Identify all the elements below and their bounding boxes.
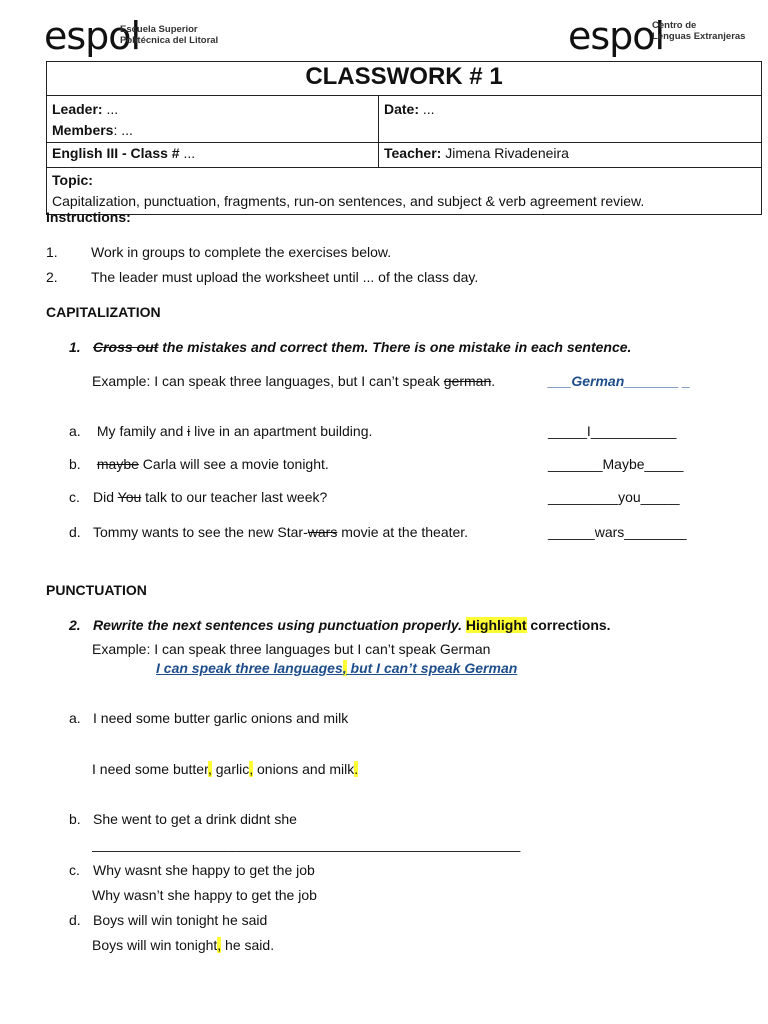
left-logo-text: Escuela Superior Politécnica del Litoral	[120, 24, 219, 46]
cap-answer-d[interactable]: ______wars________	[548, 524, 687, 540]
left-logo-word: espol	[44, 14, 141, 58]
left-logo	[44, 10, 224, 56]
cap-item-b: b. maybe Carla will see a movie tonight.	[69, 456, 329, 472]
leader-value[interactable]: ...	[102, 101, 119, 117]
highlight-word: Highlight	[465, 617, 527, 633]
punctuation-question: 2. Rewrite the next sentences using punctuation properly. Highlight corrections.	[69, 617, 611, 633]
instruction-text: The leader must upload the worksheet until ... of the class day.	[91, 269, 479, 285]
cap-answer-a[interactable]: _____I___________	[548, 423, 677, 439]
example-answer: ___German_______ _	[548, 373, 691, 389]
instruction-text: Work in groups to complete the exercises below.	[91, 244, 392, 260]
right-logo-text: Centro de Lenguas Extranjeras	[652, 20, 746, 42]
punct-answer-d[interactable]: Boys will win tonight, he said.	[92, 937, 275, 953]
cap-answer-b[interactable]: _______Maybe_____	[548, 456, 684, 472]
instruction-number: 1.	[46, 244, 58, 260]
punctuation-example-answer: I can speak three languages, but I can’t speak German	[156, 660, 518, 676]
date-label: Date:	[384, 101, 420, 117]
instructions-heading: Instructions:	[46, 209, 131, 225]
instruction-item	[46, 244, 391, 260]
question-strike-text: Cross out	[93, 339, 159, 355]
right-logo-word: espol	[568, 14, 665, 58]
leader-label: Leader:	[52, 101, 103, 117]
punct-answer-a[interactable]: I need some butter, garlic, onions and milk.	[92, 761, 359, 777]
question-number: 2.	[69, 617, 81, 633]
info-table	[46, 61, 762, 215]
members-label: Members	[52, 122, 114, 138]
worksheet-title: CLASSWORK # 1	[47, 62, 762, 96]
example-strike: german	[443, 373, 492, 389]
punct-item-b: b. She went to get a drink didnt she	[69, 811, 297, 827]
punct-item-a: a. I need some butter garlic onions and milk	[69, 710, 349, 726]
topic-cell	[47, 168, 762, 215]
english-value[interactable]: ...	[179, 145, 196, 161]
members-value[interactable]: : ...	[113, 122, 133, 138]
cap-item-c: c. Did You talk to our teacher last week?	[69, 489, 328, 505]
right-logo	[568, 10, 758, 56]
capitalization-heading: CAPITALIZATION	[46, 304, 161, 320]
punctuation-heading: PUNCTUATION	[46, 582, 147, 598]
cap-answer-c[interactable]: _________you_____	[548, 489, 680, 505]
topic-value: Capitalization, punctuation, fragments, run-on sentences, and subject & verb agreement review.	[52, 193, 645, 209]
instruction-item	[46, 269, 478, 285]
punct-answer-c[interactable]: Why wasn’t she happy to get the job	[92, 887, 317, 903]
question-text: the mistakes and correct them. There is one mistake in each sentence.	[158, 339, 632, 355]
english-label: English III - Class #	[52, 145, 180, 161]
capitalization-question	[69, 339, 631, 355]
topic-label: Topic:	[52, 172, 93, 188]
punct-item-c: c. Why wasnt she happy to get the job	[69, 862, 315, 878]
date-value[interactable]: ...	[419, 101, 435, 117]
teacher-value: Jimena Rivadeneira	[441, 145, 569, 161]
cap-item-d: d. Tommy wants to see the new Star-wars movie at the theater.	[69, 524, 469, 540]
teacher-label: Teacher:	[384, 145, 442, 161]
punct-answer-b[interactable]: _______________________________________________________	[92, 836, 521, 852]
capitalization-example: Example: I can speak three languages, but I can’t speak german.	[92, 373, 496, 389]
question-number: 1.	[69, 339, 81, 355]
teacher-cell	[379, 143, 762, 168]
cap-item-a: a. My family and i live in an apartment building.	[69, 423, 373, 439]
leader-members-cell	[47, 96, 379, 143]
punct-item-d: d. Boys will win tonight he said	[69, 912, 268, 928]
punctuation-example: Example: I can speak three languages but I can’t speak German	[92, 641, 491, 657]
english-cell	[47, 143, 379, 168]
instruction-number: 2.	[46, 269, 58, 285]
date-cell	[379, 96, 762, 143]
